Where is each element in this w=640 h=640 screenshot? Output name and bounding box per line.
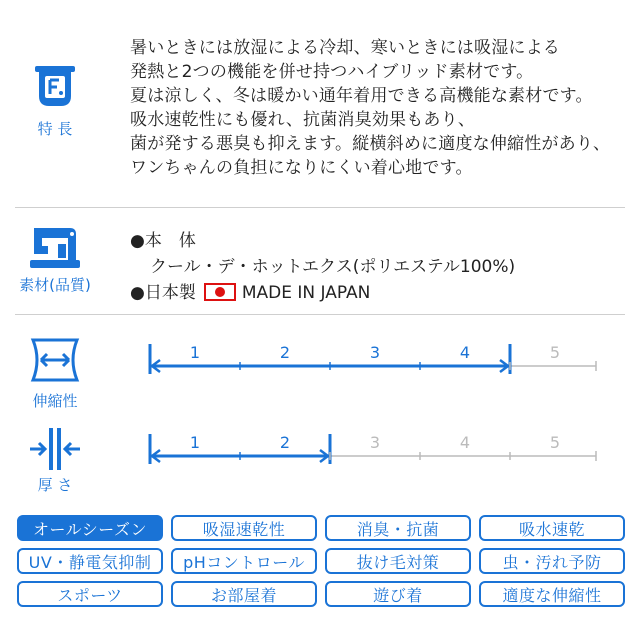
features-line: 暑いときには放湿による冷却、寒いときには吸湿による xyxy=(130,38,560,58)
origin-label: ●日本製 xyxy=(130,283,196,303)
features-side xyxy=(0,62,110,139)
feature-tag: 遊び着 xyxy=(325,581,471,607)
feature-tag: スポーツ xyxy=(17,581,163,607)
thickness-side xyxy=(0,426,110,495)
material-side xyxy=(0,224,110,295)
feature-tag: pHコントロール xyxy=(171,548,317,574)
stretch-tick-label: 5 xyxy=(549,343,561,362)
stretch-label: 伸縮性 xyxy=(32,392,78,410)
origin-text: MADE IN JAPAN xyxy=(241,283,371,303)
thickness-tick-label: 1 xyxy=(189,433,201,452)
thickness-tick-label: 3 xyxy=(369,433,381,452)
features-line: 発熱と2つの機能を併せ持つハイブリッド素材です。 xyxy=(130,62,534,82)
stretch-tick-label: 2 xyxy=(279,343,291,362)
tag-grid xyxy=(17,515,623,607)
thickness-label: 厚 さ xyxy=(37,476,73,494)
sewing-machine-icon xyxy=(28,224,82,270)
feature-tag: 吸水速乾 xyxy=(479,515,625,541)
divider xyxy=(15,314,625,315)
stretch-side xyxy=(0,336,110,411)
japan-flag-icon xyxy=(204,283,236,301)
material-body-label: ●本 体 xyxy=(130,231,196,251)
feature-tag: 吸湿速乾性 xyxy=(171,515,317,541)
divider xyxy=(15,207,625,208)
fabric-tag-icon xyxy=(31,62,79,110)
feature-tag: お部屋着 xyxy=(171,581,317,607)
feature-tag: オールシーズン xyxy=(17,515,163,541)
feature-tag: UV・静電気抑制 xyxy=(17,548,163,574)
thickness-tick-label: 2 xyxy=(279,433,291,452)
feature-tag: 抜け毛対策 xyxy=(325,548,471,574)
stretch-scale xyxy=(140,336,620,386)
feature-tag: 適度な伸縮性 xyxy=(479,581,625,607)
thickness-tick-label: 5 xyxy=(549,433,561,452)
features-line: 菌が発する悪臭も抑えます。縦横斜めに適度な伸縮性があり、 xyxy=(130,134,611,154)
stretch-icon xyxy=(29,336,81,384)
features-line: 夏は涼しく、冬は暖かい通年着用できる高機能な素材です。 xyxy=(130,86,593,106)
material-label: 素材(品質) xyxy=(19,276,91,294)
features-line: ワンちゃんの負担になりにくい着心地です。 xyxy=(130,158,473,178)
features-label: 特 長 xyxy=(37,120,73,138)
features-line: 吸水速乾性にも優れ、抗菌消臭効果もあり、 xyxy=(130,110,476,130)
stretch-tick-label: 4 xyxy=(459,343,471,362)
feature-tag: 虫・汚れ予防 xyxy=(479,548,625,574)
thickness-icon xyxy=(28,426,82,472)
stretch-tick-label: 3 xyxy=(369,343,381,362)
features-text xyxy=(130,36,610,180)
material-origin xyxy=(130,278,370,303)
thickness-scale xyxy=(140,426,620,476)
feature-tag: 消臭・抗菌 xyxy=(325,515,471,541)
stretch-tick-label: 1 xyxy=(189,343,201,362)
material-composition: クール・デ・ホットエクス(ポリエステル100%) xyxy=(150,257,516,277)
thickness-tick-label: 4 xyxy=(459,433,471,452)
